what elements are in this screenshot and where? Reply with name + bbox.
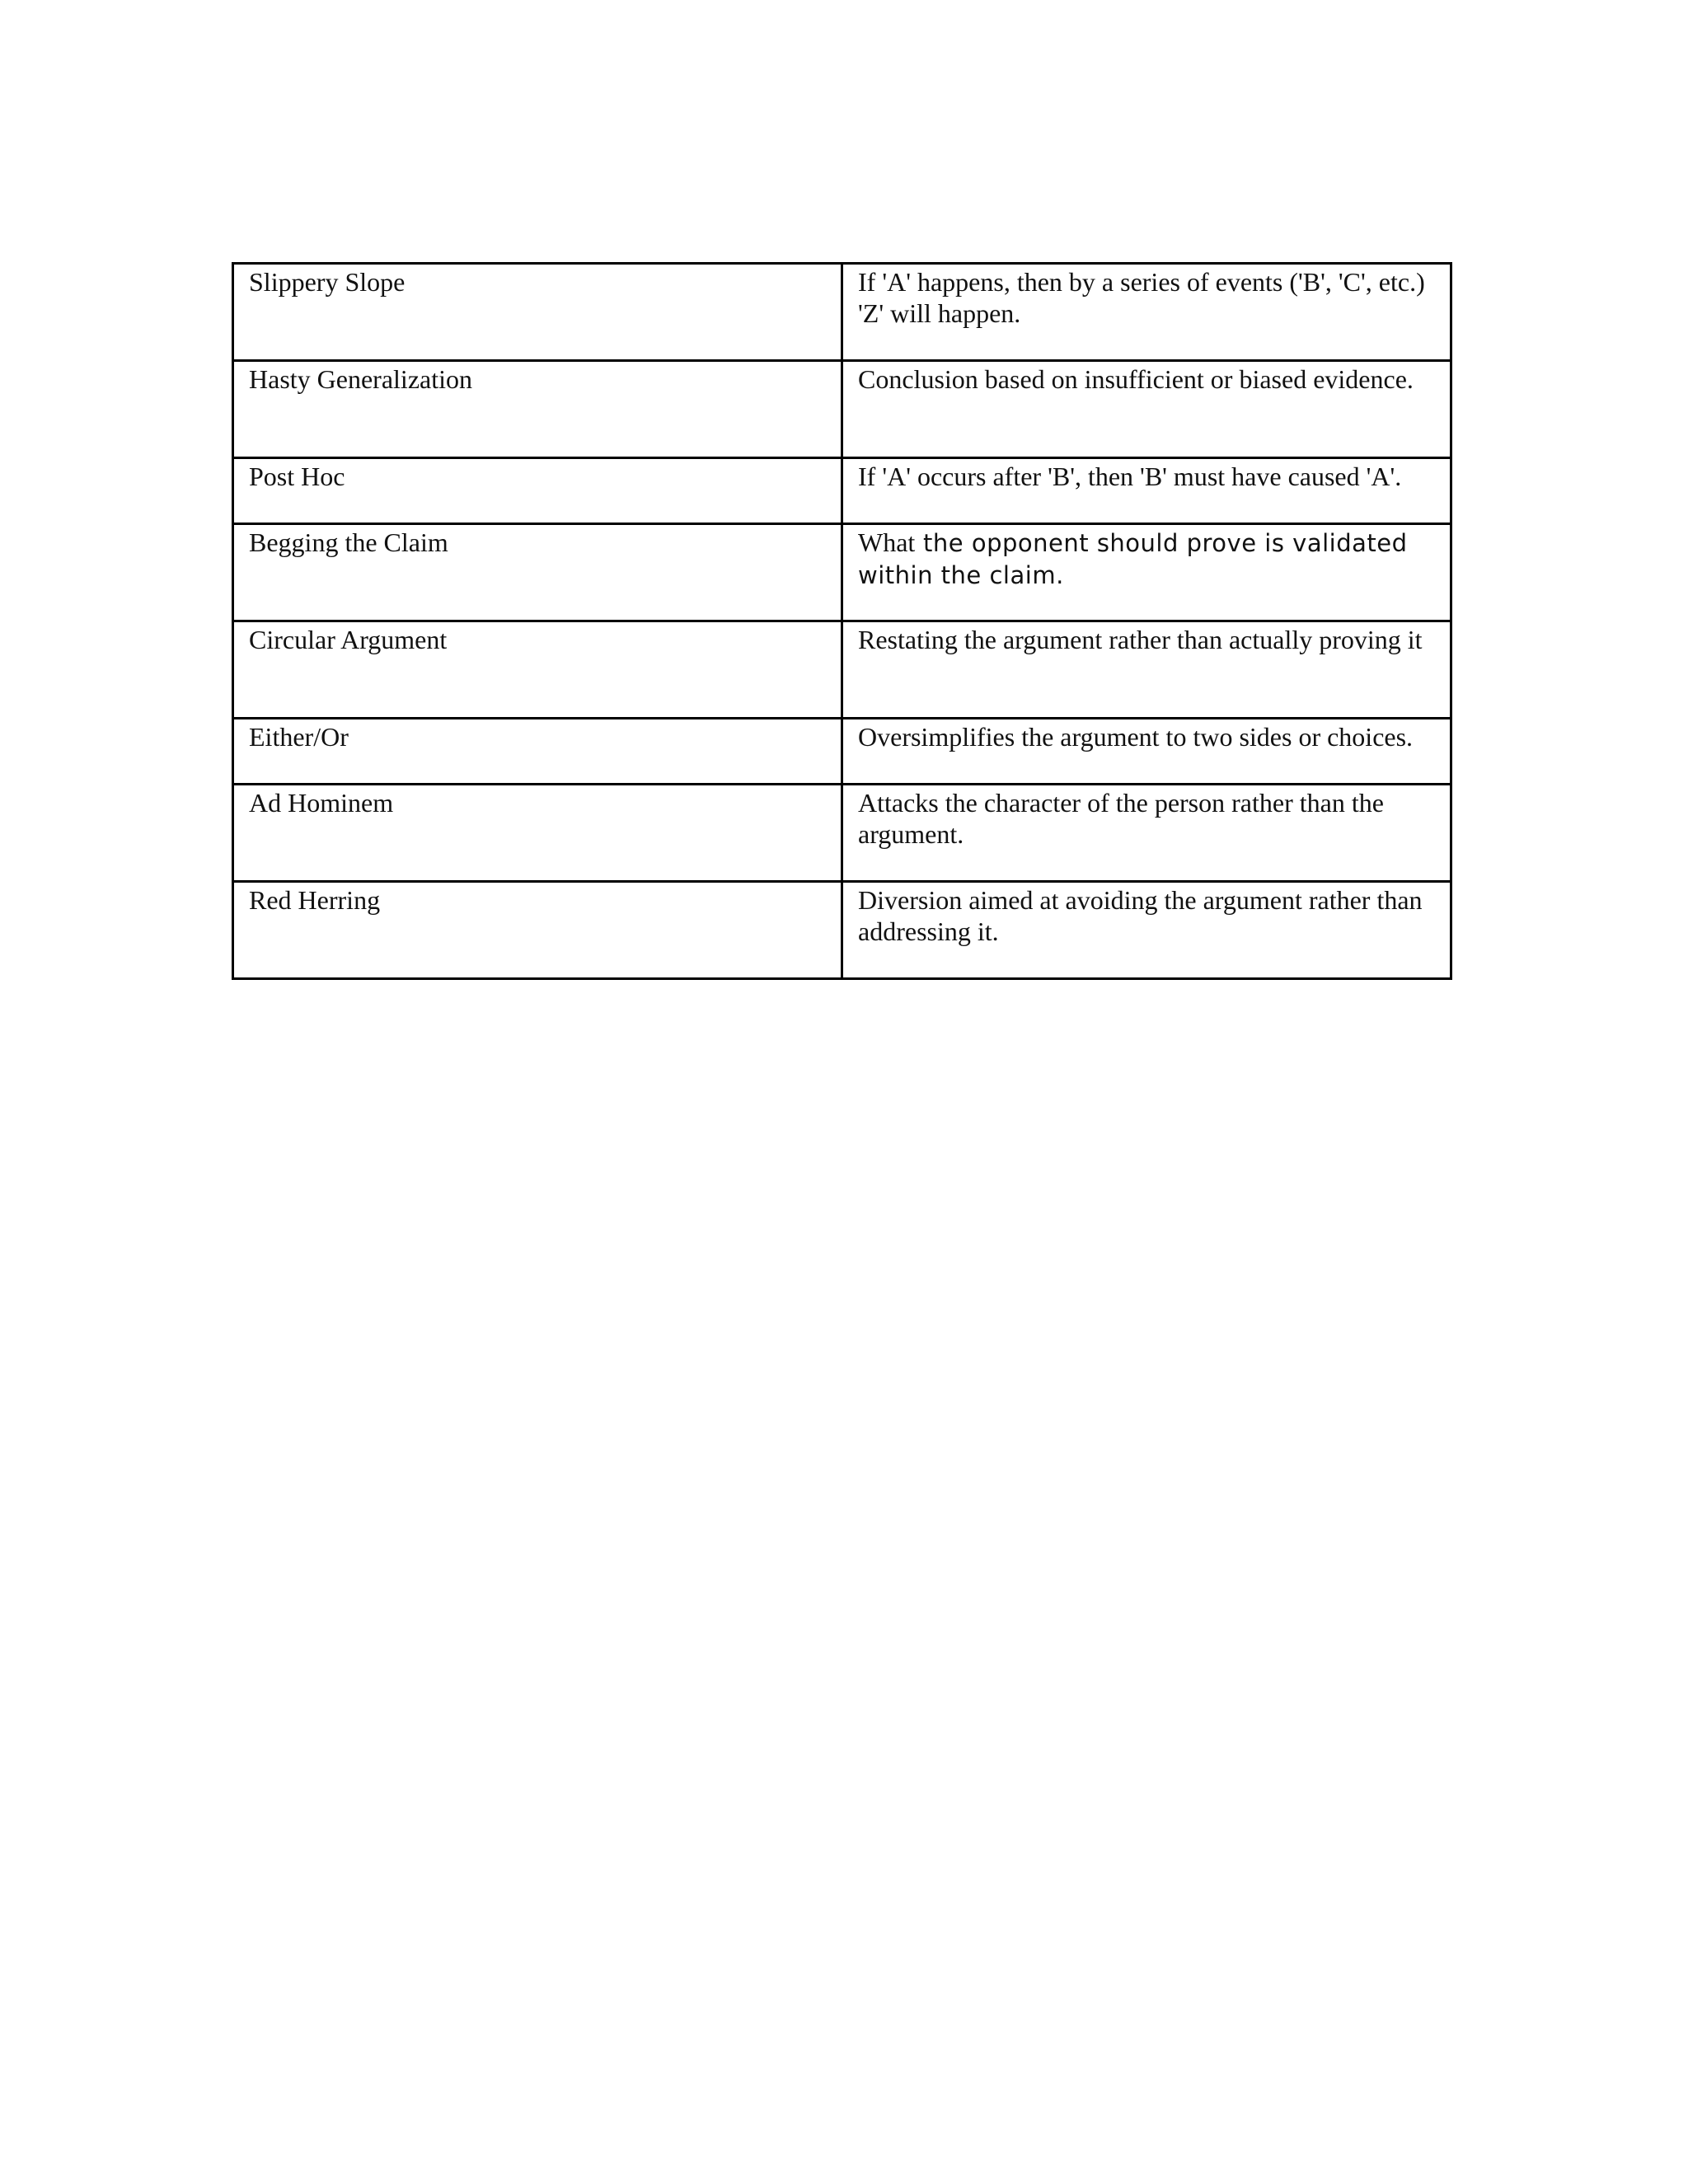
fallacy-term: Red Herring (233, 882, 842, 979)
fallacy-term: Ad Hominem (233, 785, 842, 882)
table-row (233, 458, 1451, 524)
table-row (233, 621, 1451, 719)
fallacy-term: Hasty Generalization (233, 361, 842, 458)
fallacy-definition (842, 524, 1451, 621)
fallacy-definition: Attacks the character of the person rather than the argument. (842, 785, 1451, 882)
fallacy-term: Begging the Claim (233, 524, 842, 621)
fallacy-definition: Diversion aimed at avoiding the argument rather than addressing it. (842, 882, 1451, 979)
table-row (233, 361, 1451, 458)
fallacy-term: Post Hoc (233, 458, 842, 524)
fallacy-definition: Conclusion based on insufficient or biased evidence. (842, 361, 1451, 458)
fallacy-term: Circular Argument (233, 621, 842, 719)
fallacy-definition: Restating the argument rather than actually proving it (842, 621, 1451, 719)
table-row (233, 785, 1451, 882)
fallacy-definition: If 'A' occurs after 'B', then 'B' must have caused 'A'. (842, 458, 1451, 524)
fallacy-table (232, 262, 1452, 980)
definition-rest-text: the opponent should prove is validated within the claim. (858, 529, 1408, 589)
fallacy-definition: If 'A' happens, then by a series of events ('B', 'C', etc.) 'Z' will happen. (842, 264, 1451, 361)
table-row (233, 719, 1451, 785)
fallacy-definition: Oversimplifies the argument to two sides or choices. (842, 719, 1451, 785)
table-row (233, 882, 1451, 979)
table-row (233, 264, 1451, 361)
definition-lead-text: What (858, 527, 916, 557)
table-row (233, 524, 1451, 621)
fallacy-term: Either/Or (233, 719, 842, 785)
fallacy-term: Slippery Slope (233, 264, 842, 361)
